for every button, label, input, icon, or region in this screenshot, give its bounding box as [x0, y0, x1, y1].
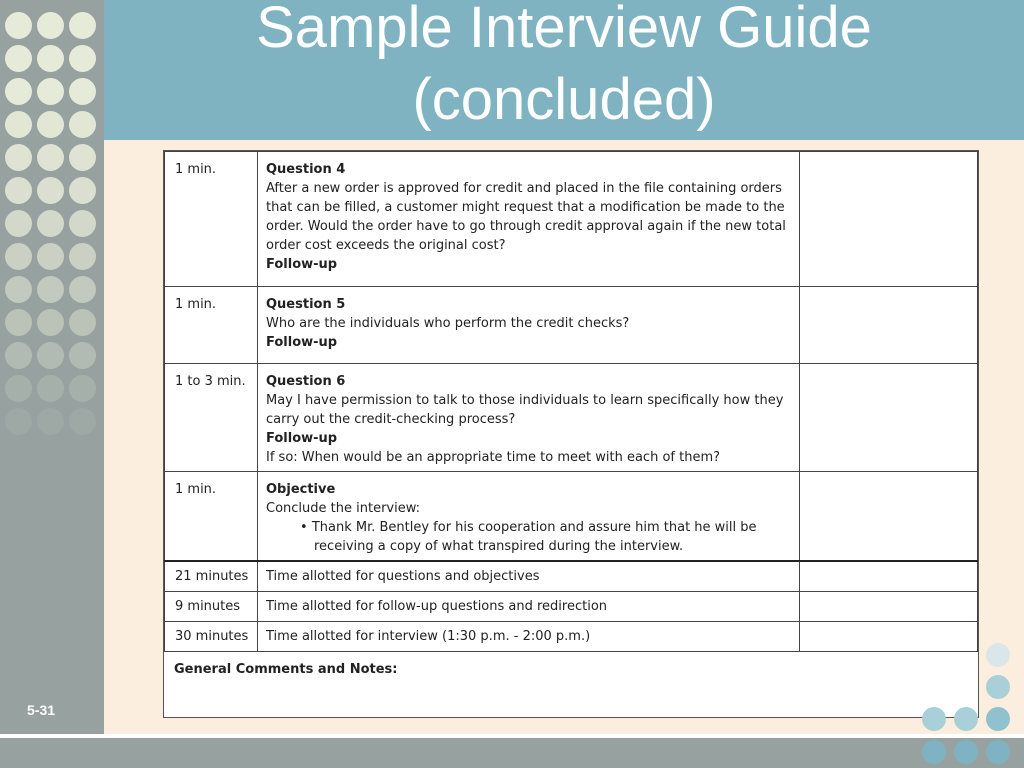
general-comments-label: General Comments and Notes:: [174, 662, 398, 677]
decorative-dot: [986, 707, 1010, 731]
decorative-dot: [37, 342, 64, 369]
decorative-dot-grid: [5, 12, 101, 441]
decorative-dot: [37, 45, 64, 72]
decorative-dot: [986, 643, 1010, 667]
summary-time: 30 minutes: [165, 622, 258, 652]
decorative-dot: [5, 408, 32, 435]
decorative-dot: [922, 707, 946, 731]
question-cell: [258, 364, 800, 472]
slide-title: [104, 0, 1024, 136]
notes-cell: [800, 622, 978, 652]
question-heading: Question 4: [266, 162, 346, 177]
followup-label: Follow-up: [266, 257, 338, 272]
followup-label: Follow-up: [266, 431, 338, 446]
decorative-dot: [37, 210, 64, 237]
time-cell: 1 to 3 min.: [165, 364, 258, 472]
decorative-dot: [37, 243, 64, 270]
summary-text: Time allotted for interview (1:30 p.m. - 2:00 p.m.): [258, 622, 800, 652]
summary-row: [165, 622, 978, 652]
decorative-dot: [5, 210, 32, 237]
followup-label: Follow-up: [266, 335, 338, 350]
slide-number: 5-31: [27, 702, 56, 718]
decorative-dot: [37, 309, 64, 336]
decorative-dot: [37, 12, 64, 39]
decorative-dot: [37, 144, 64, 171]
decorative-dot: [954, 707, 978, 731]
decorative-dot: [69, 78, 96, 105]
decorative-dot: [37, 375, 64, 402]
notes-cell: [800, 472, 978, 562]
decorative-dot: [69, 342, 96, 369]
summary-row: [165, 592, 978, 622]
decorative-dot: [5, 177, 32, 204]
decorative-dot: [69, 408, 96, 435]
question-text: After a new order is approved for credit and placed in the file containing orders that can be filled, a customer might request that a modification be made to the order. Would the order have to go through credit approval again if the new total order cost exceeds the original cost?: [266, 181, 786, 253]
decorative-dot: [69, 309, 96, 336]
followup-text: If so: When would be an appropriate time to meet with each of them?: [266, 450, 721, 465]
notes-cell: [800, 152, 978, 287]
decorative-dot: [69, 144, 96, 171]
decorative-dot: [69, 45, 96, 72]
decorative-dot: [5, 342, 32, 369]
notes-cell: [800, 592, 978, 622]
decorative-dot: [37, 111, 64, 138]
decorative-dot: [69, 375, 96, 402]
interview-guide-document: [163, 150, 979, 718]
slide-title-line-2: (concluded): [412, 67, 716, 132]
question-text: May I have permission to talk to those individuals to learn specifically how they carry out the credit-checking process?: [266, 393, 784, 427]
table-row: [165, 287, 978, 364]
time-cell: 1 min.: [165, 287, 258, 364]
objective-cell: [258, 472, 800, 562]
decorative-dot: [69, 177, 96, 204]
decorative-dot: [986, 740, 1010, 764]
notes-cell: [800, 364, 978, 472]
objective-text: Conclude the interview:: [266, 501, 421, 516]
table-row: [165, 364, 978, 472]
question-cell: [258, 287, 800, 364]
decorative-dot: [5, 309, 32, 336]
table-row: [165, 152, 978, 287]
objective-bullet: • Thank Mr. Bentley for his cooperation and assure him that he will be receiving a copy of what transpired during the interview.: [300, 520, 757, 554]
decorative-dot: [5, 243, 32, 270]
question-text: Who are the individuals who perform the credit checks?: [266, 316, 630, 331]
decorative-dot: [69, 12, 96, 39]
decorative-dot: [37, 78, 64, 105]
decorative-dot: [37, 177, 64, 204]
notes-cell: [800, 561, 978, 592]
left-sidebar: [0, 0, 104, 734]
decorative-dot: [37, 408, 64, 435]
time-cell: 1 min.: [165, 152, 258, 287]
table-row: [165, 472, 978, 562]
decorative-dot: [954, 740, 978, 764]
time-cell: 1 min.: [165, 472, 258, 562]
decorative-dot: [37, 276, 64, 303]
decorative-dot: [5, 45, 32, 72]
summary-row: [165, 561, 978, 592]
decorative-dot: [69, 243, 96, 270]
decorative-dot: [922, 740, 946, 764]
decorative-dot: [5, 375, 32, 402]
summary-time: 21 minutes: [165, 561, 258, 592]
decorative-dot: [69, 276, 96, 303]
decorative-dot: [69, 210, 96, 237]
decorative-dot: [5, 111, 32, 138]
summary-text: Time allotted for follow-up questions and redirection: [258, 592, 800, 622]
decorative-dot: [5, 78, 32, 105]
slide-title-line-1: Sample Interview Guide: [256, 0, 872, 60]
decorative-dot: [5, 144, 32, 171]
objective-bullet-text: Thank Mr. Bentley for his cooperation and assure him that he will be receiving a copy of what transpired during the interview.: [311, 520, 757, 554]
interview-guide-table: [164, 151, 978, 652]
summary-time: 9 minutes: [165, 592, 258, 622]
summary-text: Time allotted for questions and objectives: [258, 561, 800, 592]
decorative-dot: [69, 111, 96, 138]
decorative-dot: [5, 12, 32, 39]
decorative-dot: [5, 276, 32, 303]
question-cell: [258, 152, 800, 287]
question-heading: Question 6: [266, 374, 346, 389]
title-bar: [104, 0, 1024, 140]
question-heading: Question 5: [266, 297, 346, 312]
bottom-bar: [0, 738, 1024, 768]
objective-heading: Objective: [266, 482, 336, 497]
notes-cell: [800, 287, 978, 364]
decorative-dot: [986, 675, 1010, 699]
